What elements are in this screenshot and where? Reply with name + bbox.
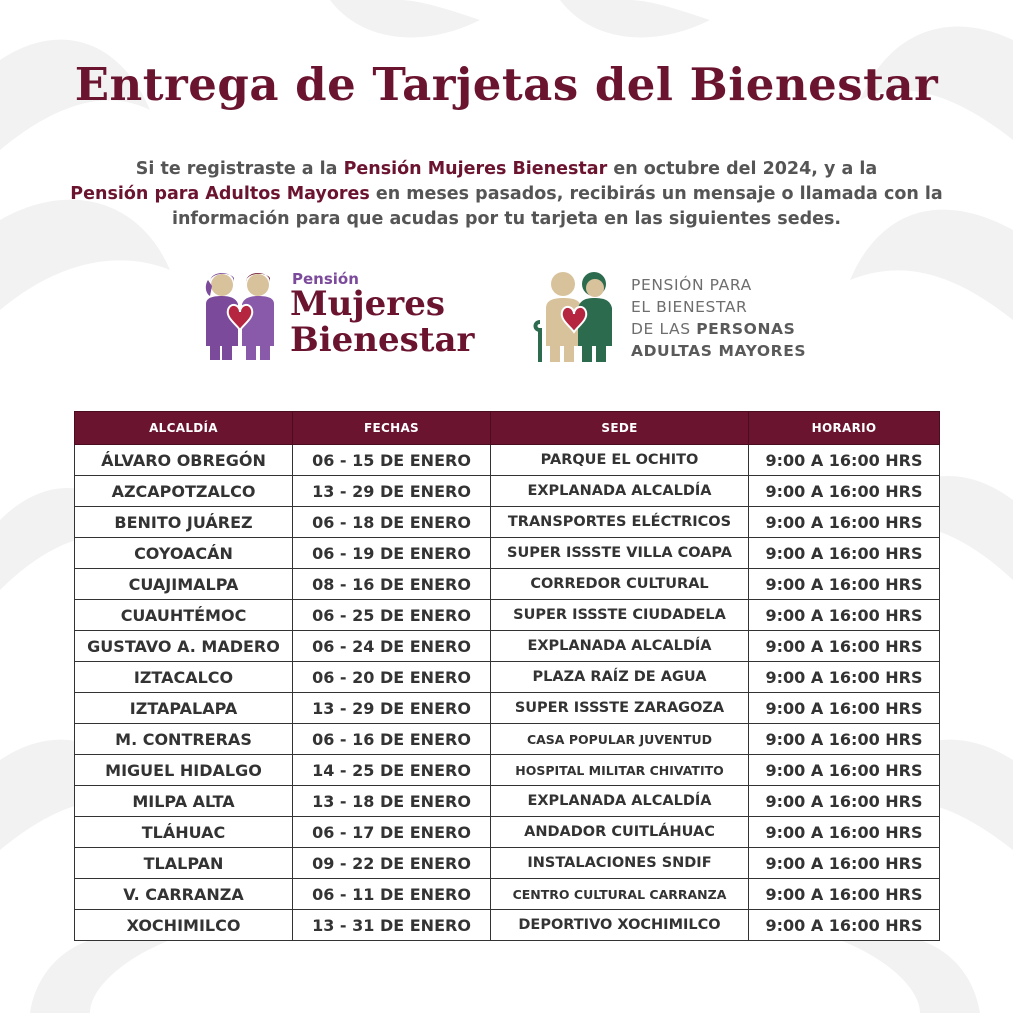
cell-sede: CENTRO CULTURAL CARRANZA <box>491 879 749 910</box>
logo-adultos-line1: PENSIÓN PARA <box>631 276 752 294</box>
logo-adultos-line2: EL BIENESTAR <box>631 298 748 316</box>
cell-alcaldia: M. CONTRERAS <box>75 724 293 755</box>
table-row <box>75 755 940 786</box>
table-row <box>75 538 940 569</box>
cell-horario: 9:00 A 16:00 HRS <box>749 600 940 631</box>
schedule-table <box>74 411 940 941</box>
table-row <box>75 631 940 662</box>
cell-fechas: 06 - 18 DE ENERO <box>293 507 491 538</box>
header-sede: SEDE <box>491 412 749 445</box>
cell-sede: CORREDOR CULTURAL <box>491 569 749 600</box>
logo-mujeres-line2: Bienestar <box>290 320 475 360</box>
cell-alcaldia: AZCAPOTZALCO <box>75 476 293 507</box>
cell-fechas: 13 - 18 DE ENERO <box>293 786 491 817</box>
cell-sede: EXPLANADA ALCALDÍA <box>491 786 749 817</box>
cell-sede: SUPER ISSSTE VILLA COAPA <box>491 538 749 569</box>
cell-fechas: 06 - 24 DE ENERO <box>293 631 491 662</box>
cell-alcaldia: CUAJIMALPA <box>75 569 293 600</box>
cell-alcaldia: ÁLVARO OBREGÓN <box>75 445 293 476</box>
cell-sede: EXPLANADA ALCALDÍA <box>491 631 749 662</box>
cell-alcaldia: GUSTAVO A. MADERO <box>75 631 293 662</box>
cell-fechas: 13 - 31 DE ENERO <box>293 910 491 941</box>
cell-horario: 9:00 A 16:00 HRS <box>749 538 940 569</box>
cell-sede: ANDADOR CUITLÁHUAC <box>491 817 749 848</box>
cell-sede: PARQUE EL OCHITO <box>491 445 749 476</box>
intro-text-2: en octubre del 2024, y a la <box>607 159 878 179</box>
page-title: Entrega de Tarjetas del Bienestar <box>74 58 939 111</box>
cell-alcaldia: TLALPAN <box>75 848 293 879</box>
cell-fechas: 06 - 16 DE ENERO <box>293 724 491 755</box>
table-row <box>75 817 940 848</box>
cell-horario: 9:00 A 16:00 HRS <box>749 507 940 538</box>
cell-horario: 9:00 A 16:00 HRS <box>749 631 940 662</box>
table-header-row <box>75 412 940 445</box>
cell-alcaldia: MIGUEL HIDALGO <box>75 755 293 786</box>
logo-adultos-line3 <box>631 320 795 338</box>
table-row <box>75 569 940 600</box>
cell-sede: PLAZA RAÍZ DE AGUA <box>491 662 749 693</box>
table-row <box>75 724 940 755</box>
header-alcaldia: ALCALDÍA <box>75 412 293 445</box>
cell-fechas: 13 - 29 DE ENERO <box>293 476 491 507</box>
intro-highlight-adultos: Pensión para Adultos Mayores <box>70 184 370 204</box>
cell-alcaldia: MILPA ALTA <box>75 786 293 817</box>
cell-alcaldia: BENITO JUÁREZ <box>75 507 293 538</box>
cell-alcaldia: IZTAPALAPA <box>75 693 293 724</box>
cell-fechas: 09 - 22 DE ENERO <box>293 848 491 879</box>
logo-adultos-line3-b: PERSONAS <box>696 320 796 338</box>
header-fechas: FECHAS <box>293 412 491 445</box>
cell-alcaldia: IZTACALCO <box>75 662 293 693</box>
cell-fechas: 06 - 19 DE ENERO <box>293 538 491 569</box>
logo-mujeres-line1: Mujeres <box>290 284 445 324</box>
table-row <box>75 662 940 693</box>
table-row <box>75 786 940 817</box>
cell-alcaldia: V. CARRANZA <box>75 879 293 910</box>
cell-sede: INSTALACIONES SNDIF <box>491 848 749 879</box>
cell-horario: 9:00 A 16:00 HRS <box>749 786 940 817</box>
table-row <box>75 848 940 879</box>
table-row <box>75 600 940 631</box>
cell-alcaldia: TLÁHUAC <box>75 817 293 848</box>
cell-sede: HOSPITAL MILITAR CHIVATITO <box>491 755 749 786</box>
logo-adultos-line4: ADULTAS MAYORES <box>631 342 807 360</box>
women-hugging-icon <box>200 268 290 368</box>
cell-fechas: 14 - 25 DE ENERO <box>293 755 491 786</box>
cell-horario: 9:00 A 16:00 HRS <box>749 910 940 941</box>
table-row <box>75 507 940 538</box>
cell-fechas: 06 - 25 DE ENERO <box>293 600 491 631</box>
cell-horario: 9:00 A 16:00 HRS <box>749 569 940 600</box>
cell-sede: CASA POPULAR JUVENTUD <box>491 724 749 755</box>
cell-sede: SUPER ISSSTE CIUDADELA <box>491 600 749 631</box>
cell-alcaldia: XOCHIMILCO <box>75 910 293 941</box>
cell-fechas: 06 - 15 DE ENERO <box>293 445 491 476</box>
logo-mujeres-small-text: Pensión <box>292 270 359 288</box>
header-horario: HORARIO <box>749 412 940 445</box>
logo-adultos-line3-a: DE LAS <box>631 320 697 338</box>
cell-horario: 9:00 A 16:00 HRS <box>749 817 940 848</box>
intro-highlight-mujeres: Pensión Mujeres Bienestar <box>343 159 608 179</box>
cell-sede: EXPLANADA ALCALDÍA <box>491 476 749 507</box>
table-row <box>75 476 940 507</box>
cell-alcaldia: COYOACÁN <box>75 538 293 569</box>
cell-horario: 9:00 A 16:00 HRS <box>749 662 940 693</box>
cell-sede: SUPER ISSSTE ZARAGOZA <box>491 693 749 724</box>
cell-fechas: 06 - 17 DE ENERO <box>293 817 491 848</box>
cell-horario: 9:00 A 16:00 HRS <box>749 693 940 724</box>
cell-fechas: 06 - 20 DE ENERO <box>293 662 491 693</box>
intro-paragraph <box>60 157 953 232</box>
logo-mujeres-bienestar <box>200 268 500 368</box>
cell-horario: 9:00 A 16:00 HRS <box>749 879 940 910</box>
intro-text-3: en meses pasados, recibirás un mensaje o llamada con la información para que acudas por tu tarjeta en las siguientes sedes. <box>171 184 943 229</box>
intro-text-1: Si te registraste a la <box>135 159 344 179</box>
cell-alcaldia: CUAUHTÉMOC <box>75 600 293 631</box>
logo-adultos-mayores <box>530 268 840 368</box>
cell-fechas: 06 - 11 DE ENERO <box>293 879 491 910</box>
cell-sede: DEPORTIVO XOCHIMILCO <box>491 910 749 941</box>
cell-sede: TRANSPORTES ELÉCTRICOS <box>491 507 749 538</box>
cell-horario: 9:00 A 16:00 HRS <box>749 476 940 507</box>
table-row <box>75 445 940 476</box>
table-row <box>75 910 940 941</box>
cell-fechas: 08 - 16 DE ENERO <box>293 569 491 600</box>
table-row <box>75 879 940 910</box>
table-row <box>75 693 940 724</box>
elderly-couple-icon <box>530 268 625 368</box>
cell-horario: 9:00 A 16:00 HRS <box>749 848 940 879</box>
cell-horario: 9:00 A 16:00 HRS <box>749 445 940 476</box>
cell-horario: 9:00 A 16:00 HRS <box>749 755 940 786</box>
cell-fechas: 13 - 29 DE ENERO <box>293 693 491 724</box>
cell-horario: 9:00 A 16:00 HRS <box>749 724 940 755</box>
